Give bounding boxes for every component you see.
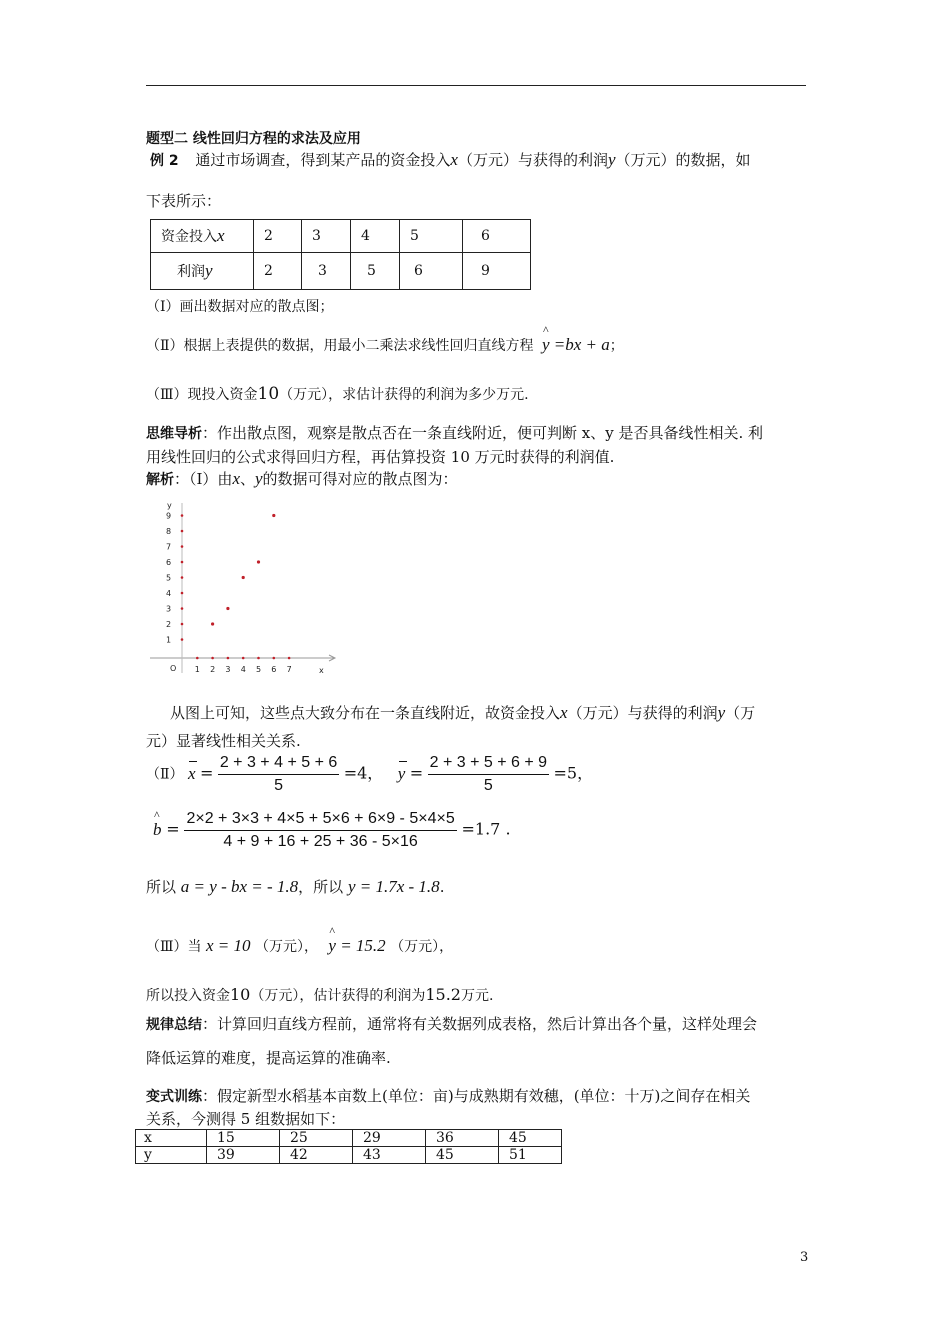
ybar-fraction: $\frac{2 + 3 + 5 + 6 + 9}{5}$ xyxy=(429,754,548,794)
y-tick-label: 8 xyxy=(166,527,172,536)
question-2 xyxy=(146,335,624,355)
y-tick-label: 9 xyxy=(166,511,172,521)
solution-line xyxy=(146,468,458,489)
question-3-value: 10 xyxy=(257,384,280,404)
x-axis-dot xyxy=(227,657,230,660)
var-y: y xyxy=(607,150,616,169)
table-cell-header: y xyxy=(136,1147,207,1164)
part2-equations xyxy=(146,876,444,897)
table-cell: 6 xyxy=(463,220,531,253)
y-axis-dot xyxy=(181,545,184,548)
conclusion-end: （万 xyxy=(725,704,756,722)
x-axis-dot xyxy=(273,657,276,660)
unit: （万元）， xyxy=(254,939,318,955)
table-cell: 4 xyxy=(351,220,400,253)
data-table-1 xyxy=(150,219,531,290)
question-2-formula: ^ y =bx + a xyxy=(542,335,610,354)
question-3 xyxy=(146,384,529,404)
header-rule xyxy=(146,85,806,86)
x-axis-dot xyxy=(257,657,260,660)
question-2-end: ； xyxy=(609,338,624,354)
x-axis-label: x xyxy=(319,666,324,675)
table-cell: 2 xyxy=(254,253,302,290)
thinking-line-2: 用线性回归的公式求得回归方程，再估算投资 10 万元时获得的利润值. xyxy=(146,448,615,466)
example-line-1 xyxy=(150,149,751,170)
data-point xyxy=(257,560,260,563)
thinking-line-1 xyxy=(146,422,763,443)
xbar-symbol: x xyxy=(187,763,196,783)
var-x: x xyxy=(232,469,240,488)
concl-value-2: 15.2 xyxy=(425,985,461,1004)
concl-end: 万元. xyxy=(460,988,494,1004)
data-point xyxy=(211,622,214,625)
equals: = xyxy=(409,763,424,783)
table-cell: 25 xyxy=(280,1130,353,1147)
x-tick-label: 1 xyxy=(194,665,200,674)
table-cell: 39 xyxy=(207,1147,280,1164)
table-cell: 3 xyxy=(302,253,351,290)
scatter-plot xyxy=(145,495,350,680)
x-axis-dot xyxy=(211,657,214,660)
table-cell-header: 利润y xyxy=(151,253,254,290)
solution-label: 解析 xyxy=(146,472,174,488)
x-tick-label: 4 xyxy=(240,665,246,674)
b-value: =1.7 . xyxy=(461,819,511,839)
question-1: （Ⅰ）画出数据对应的散点图； xyxy=(146,299,334,315)
table-cell: 45 xyxy=(426,1147,499,1164)
part3-line xyxy=(146,936,453,956)
example-text-end: （万元）的数据，如 xyxy=(615,151,751,169)
var-y: y xyxy=(717,703,726,722)
y-tick-label: 1 xyxy=(166,635,172,645)
y-axis-dot xyxy=(181,607,184,610)
data-point xyxy=(226,607,229,610)
example-label: 例 2 xyxy=(150,153,179,169)
question-2-text: （Ⅱ）根据上表提供的数据，用最小二乘法求线性回归直线方程 xyxy=(146,338,534,354)
question-3-rest: （万元），求估计获得的利润为多少万元. xyxy=(279,387,529,403)
xbar-fraction: $\frac{2 + 3 + 4 + 5 + 6}{5}$ xyxy=(219,754,338,794)
x-axis-dot xyxy=(242,657,245,660)
solution-rest: 的数据可得对应的散点图为： xyxy=(262,470,458,488)
origin-label: O xyxy=(170,664,177,673)
table-cell: 42 xyxy=(280,1147,353,1164)
scatter-points xyxy=(211,514,275,626)
x-axis-dot xyxy=(288,657,291,660)
table-row xyxy=(151,253,531,290)
table-cell: 9 xyxy=(463,253,531,290)
thinking-text: ：作出散点图，观察是散点否在一条直线附近，便可判断 x、y 是否具备线性相关. 利 xyxy=(202,424,764,442)
summary-text: ：计算回归直线方程前，通常将有关数据列成表格，然后计算出各个量，这样处理会 xyxy=(202,1015,758,1033)
thinking-label: 思维导析 xyxy=(146,426,202,442)
scatter-ticks xyxy=(166,512,292,675)
table-cell: 29 xyxy=(353,1130,426,1147)
a-equation: a = y - bx = - 1.8 xyxy=(180,877,299,896)
var-x: x xyxy=(450,150,458,169)
table-cell: 6 xyxy=(400,253,463,290)
conclusion-mid: （万元）与获得的利润 xyxy=(567,704,718,722)
var-x: x xyxy=(560,703,568,722)
concl-text: 所以投入资金 xyxy=(146,988,230,1004)
x-tick-label: 3 xyxy=(225,665,231,674)
page-number: 3 xyxy=(800,1250,809,1265)
var-y: y xyxy=(255,469,263,488)
conclusion-line-2: 元）显著线性相关关系. xyxy=(146,732,301,750)
y-tick-label: 5 xyxy=(166,573,172,583)
ybar-value: =5， xyxy=(553,763,594,783)
x-tick-label: 5 xyxy=(256,665,262,674)
y-axis-dot xyxy=(181,576,184,579)
y-axis-dot xyxy=(181,514,184,517)
table-cell: 15 xyxy=(207,1130,280,1147)
summary-label: 规律总结 xyxy=(146,1017,202,1033)
scatter-axes xyxy=(150,501,335,675)
table-cell: 43 xyxy=(353,1147,426,1164)
example-line-2: 下表所示： xyxy=(146,192,222,210)
y-tick-label: 4 xyxy=(166,589,172,598)
section-title: 题型二 线性回归方程的求法及应用 xyxy=(146,131,361,147)
variant-text: ：假定新型水稻基本亩数上(单位：亩)与成熟期有效穗，(单位：十万)之间存在相关 xyxy=(202,1087,751,1105)
part2-label: （Ⅱ） xyxy=(146,766,184,783)
y-axis-label: y xyxy=(167,501,172,510)
part2-means xyxy=(146,754,593,795)
x-tick-label: 7 xyxy=(286,665,292,674)
equals: = xyxy=(199,763,214,783)
y-axis-dot xyxy=(181,592,184,595)
data-table-2 xyxy=(135,1129,562,1164)
ybar-symbol: y xyxy=(397,763,406,783)
so-text: 所以 xyxy=(146,878,177,896)
table-cell: 5 xyxy=(351,253,400,290)
x-tick-label: 6 xyxy=(271,665,277,674)
part3-conclusion xyxy=(146,985,493,1005)
b-hat-symbol: ^ b xyxy=(153,820,162,840)
y-tick-label: 2 xyxy=(166,620,172,629)
part2-b xyxy=(153,810,511,851)
data-point xyxy=(242,576,245,579)
x-value: x = 10 xyxy=(205,936,251,955)
y-tick-label: 6 xyxy=(166,558,172,567)
period: . xyxy=(439,878,445,896)
table-cell-header: 资金投入x xyxy=(151,220,254,253)
concl-value-1: 10 xyxy=(230,985,251,1004)
table-cell: 3 xyxy=(302,220,351,253)
y-tick-label: 7 xyxy=(166,542,172,552)
y-axis-dot xyxy=(181,623,184,626)
so-text: ，所以 xyxy=(298,878,344,896)
solution-text: ：（Ⅰ）由 xyxy=(174,470,233,488)
table-row xyxy=(151,220,531,253)
separator: 、 xyxy=(239,470,255,488)
data-point xyxy=(272,514,275,517)
unit: （万元）， xyxy=(390,939,454,955)
example-text: 通过市场调查，得到某产品的资金投入 xyxy=(195,151,451,169)
table-cell: 2 xyxy=(254,220,302,253)
table-cell: 45 xyxy=(499,1130,562,1147)
part3-label: （Ⅲ）当 xyxy=(146,939,202,955)
summary-line-1 xyxy=(146,1013,757,1034)
b-fraction: $\frac{2\times 2 + 3\times 3 + 4\times 5 + 5\times 6 + 6\times 9 - 5\times 4\times 5}{4 + 9 + 16 + 25 + 36 - 5\times 16}$ xyxy=(186,810,455,850)
summary-line-2: 降低运算的难度，提高运算的准确率. xyxy=(146,1049,391,1067)
table-cell: 5 xyxy=(400,220,463,253)
table-row xyxy=(136,1147,562,1164)
xbar-value: =4， xyxy=(343,763,384,783)
x-tick-label: 2 xyxy=(210,665,216,674)
equals: = xyxy=(166,819,180,839)
y-axis-dot xyxy=(181,561,184,564)
y-value: ^ y = 15.2 xyxy=(328,936,385,956)
conclusion-text: 从图上可知，这些点大致分布在一条直线附近，故资金投入 xyxy=(170,704,561,722)
variant-label: 变式训练 xyxy=(146,1089,202,1105)
y-axis-dot xyxy=(181,638,184,641)
table-row xyxy=(136,1130,562,1147)
concl-mid: （万元），估计获得的利润为 xyxy=(250,988,426,1004)
table-cell: 51 xyxy=(499,1147,562,1164)
x-axis-dot xyxy=(196,657,199,660)
table-cell-header: x xyxy=(136,1130,207,1147)
conclusion-line-1 xyxy=(170,702,755,723)
variant-line-2: 关系，今测得 5 组数据如下： xyxy=(146,1110,346,1128)
table-cell: 36 xyxy=(426,1130,499,1147)
y-axis-dot xyxy=(181,530,184,533)
example-unit: （万元）与获得的利润 xyxy=(457,151,608,169)
question-3-text: （Ⅲ）现投入资金 xyxy=(146,387,258,403)
y-tick-label: 3 xyxy=(166,604,172,614)
variant-line-1 xyxy=(146,1085,750,1106)
regression-equation: y = 1.7x - 1.8 xyxy=(347,877,440,896)
